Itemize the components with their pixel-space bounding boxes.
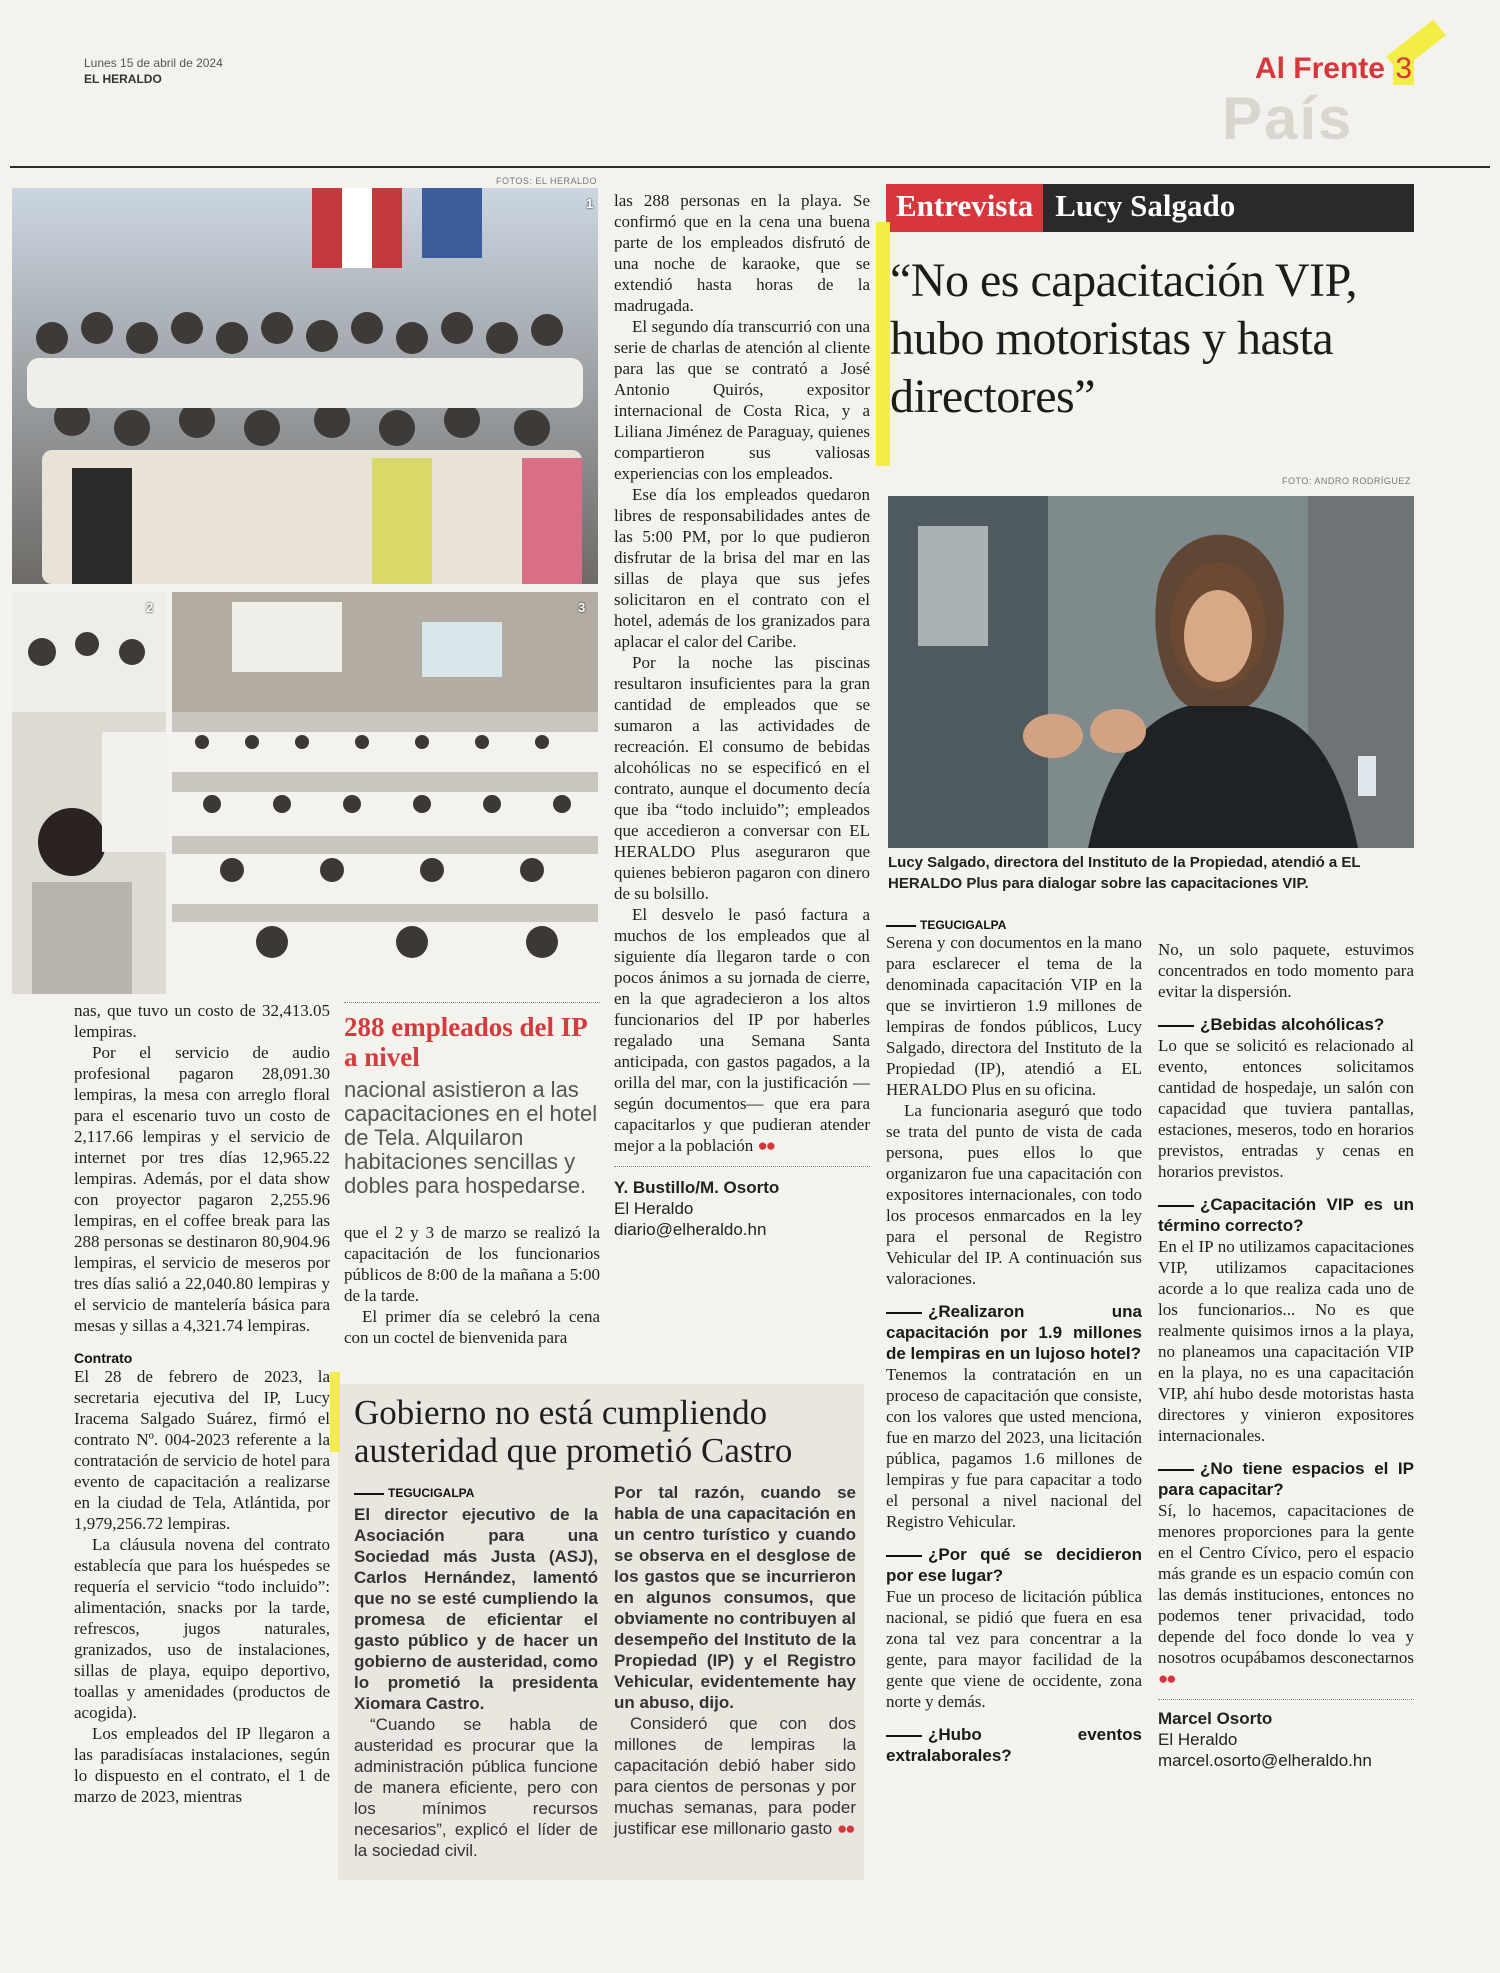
answer-3: No, un solo paquete, estuvimos concentrados en todo momento para evitar la dispersión.	[1158, 940, 1414, 1001]
interviewee-name: Lucy Salgado	[1043, 184, 1414, 232]
subhead-contrato: Contrato	[74, 1350, 133, 1366]
interview-banner	[886, 184, 1414, 232]
pullquote-title: 288 empleados del IP a nivel	[344, 1012, 587, 1072]
paragraph: Por tal razón, cuando se habla de una capacitación en un centro turístico y cuando se observa en el desglose de los gastos que se incurrieron en algunos consumos, que obviamente no contribuyen al desempeño del Instituto de la Propiedad (IP) y el Registro Vehicular, evidentemente hay un abuso, dijo.	[614, 1483, 856, 1712]
byline-name: Marcel Osorto	[1158, 1709, 1273, 1728]
photo-credit-left: FOTOS: EL HERALDO	[496, 176, 598, 186]
interview-column-1	[886, 918, 1142, 1766]
portrait-photo	[888, 496, 1414, 848]
sidebar-dateline: TEGUCIGALPA	[354, 1486, 474, 1500]
portrait-caption: Lucy Salgado, directora del Instituto de la Propiedad, atendió a EL HERALDO Plus para dialogar sobre las capacitaciones VIP.	[888, 854, 1361, 892]
paragraph: La funcionaria aseguró que todo se trata del punto de vista de cada persona, pues ellos lo que organizaron fue una capacitación con expositores internacionales, con todo los procesos enmarcados en la ley para el personal de Registro Vehicular del IP. A continuación sus valoraciones.	[886, 1101, 1142, 1288]
question-3	[886, 1724, 1142, 1766]
question-text: ¿Capacitación VIP es un término correcto?	[1158, 1195, 1414, 1235]
divider	[1158, 1699, 1414, 1700]
answer-1: Tenemos la contratación en un proceso de capacitación que consiste, con los valores que usted menciona, fue en marzo del 2023, una licitación pública, pagamos 1.6 millones de lempiras y fue para capacitar a todo el personal a nivel nacional del Registro Vehicular.	[886, 1365, 1142, 1531]
paragraph: Por el servicio de audio profesional pagaron 28,091.30 lempiras, la mesa con arreglo floral para el escenario tuvo un costo de 2,117.66 lempiras y el servicio de internet por tres días 12,965.22 lempiras. Además, por el data show con proyector pagaron 2,255.96 lempiras, en el coffee break para las 288 personas se destinaron 80,904.96 lempiras, el servicio de meseros por tres días salió a 22,040.80 lempiras y el servicio de mantelería básica para mesas y sillas a 4,321.74 lempiras.	[74, 1043, 330, 1335]
answer-5: En el IP no utilizamos capacitaciones VIP, utilizamos capacitaciones acorde a lo que realiza cada uno de los funcionarios... No es que realmente quisimos irnos a la playa, no planeamos una capacitación VIP en la playa, no es una capacitación VIP, ahí hubo desde motoristas hasta directores y vinieron expositores internacionales.	[1158, 1237, 1414, 1445]
divider	[344, 1002, 600, 1003]
interview-email[interactable]: marcel.osorto@elheraldo.hn	[1158, 1751, 1372, 1770]
paragraph	[614, 904, 870, 1156]
question-dash	[886, 1555, 922, 1557]
interview-tag: Entrevista	[886, 184, 1043, 232]
interview-column-2	[1158, 918, 1414, 1771]
question-text: ¿Por qué se decidieron por ese lugar?	[886, 1545, 1142, 1585]
question-1	[886, 1301, 1142, 1364]
paragraph: las 288 personas en la playa. Se confirmó que en la cena una buena parte de los empleados disfrutó de una noche de karaoke, que se extendió hasta horas de la madrugada.	[614, 191, 870, 315]
interview-outlet: El Heraldo	[1158, 1730, 1238, 1749]
question-dash	[886, 1735, 922, 1737]
byline-email[interactable]: diario@elheraldo.hn	[614, 1220, 767, 1239]
paragraph-text: Consideró que con dos millones de lempiras la capacitación debió haber sido para cientos de personas y por muchas semanas, para poder justificar ese millonario gasto	[614, 1714, 856, 1838]
paragraph: Por la noche las piscinas resultaron insuficientes para la gran cantidad de empleados que se sumaron a las actividades de recreación. El consumo de bebidas alcohólicas no se especificó en el contrato, aunque el documento decía que iba “todo incluido”; empleados que accedieron a conversar con EL HERALDO Plus aseguraron que quienes bebieron pagaron con dinero de su bolsillo.	[614, 653, 870, 903]
paragraph: Ese día los empleados quedaron libres de responsabilidades antes de las 5:00 PM, por lo que pudieron disfrutar de la brisa del mar en las sillas de playa que sus jefes solicitaron en el contrato con el hotel, además de los granizados para aplacar el calor del Caribe.	[614, 485, 870, 651]
paragraph: que el 2 y 3 de marzo se realizó la capacitación de los funcionarios públicos de 8:00 de la mañana a 5:00 de la tarde.	[344, 1223, 600, 1305]
section-name: Al Frente	[1254, 52, 1385, 85]
byline-name: Y. Bustillo/M. Osorto	[614, 1178, 780, 1197]
question-dash	[886, 1312, 922, 1314]
paragraph	[614, 1713, 856, 1839]
sidebar-column-2	[614, 1482, 856, 1839]
pullquote-text: nacional asistieron a las capacitaciones en el hotel de Tela. Alquilaron habitaciones sencillas y dobles para hospedarse.	[344, 1077, 598, 1198]
byline-outlet: El Heraldo	[614, 1199, 694, 1218]
question-dash	[1158, 1025, 1194, 1027]
group-photo	[12, 188, 598, 584]
paragraph: El 28 de febrero de 2023, la secretaria ejecutiva del IP, Lucy Iracema Salgado Suárez, firmó el contrato Nº. 004-2023 referente a la contratación de servicio de hotel para evento de capacitación a realizarse en la ciudad de Tela, Atlántida, por 1,979,256.72 lempiras.	[74, 1367, 330, 1533]
issue-date: Lunes 15 de abril de 2024	[84, 56, 223, 70]
question-2	[886, 1544, 1142, 1586]
header-rule	[10, 166, 1490, 168]
question-dash	[1158, 1205, 1194, 1207]
interview-headline: “No es capacitación VIP, hubo motoristas y hasta directores”	[890, 254, 1357, 423]
article-column-1	[74, 1000, 330, 1807]
question-text: ¿No tiene espacios el IP para capacitar?	[1158, 1459, 1414, 1499]
photo-number-2: 2	[146, 600, 154, 615]
end-mark: ●●	[1158, 1669, 1175, 1688]
question-4	[1158, 1014, 1414, 1035]
article-column-2	[344, 1222, 600, 1348]
photo-number-1: 1	[586, 196, 594, 211]
question-6	[1158, 1458, 1414, 1500]
question-dash	[1158, 1469, 1194, 1471]
paragraph: El director ejecutivo de la Asociación para una Sociedad más Justa (ASJ), Carlos Hernández, lamentó que no se esté cumpliendo la promesa de eficientar el gasto público y de hacer un gobierno de austeridad, como lo prometió la presidenta Xiomara Castro.	[354, 1505, 598, 1713]
conference-room-photo	[172, 592, 598, 994]
faded-section-word: País	[1222, 85, 1354, 152]
byline	[614, 1177, 870, 1198]
sidebar-column-1	[354, 1504, 598, 1861]
highlighter-mark	[330, 1372, 340, 1452]
paragraph: “Cuando se habla de austeridad es procurar que la administración pública funcione de manera eficiente, pero con los mínimos recursos necesarios”, explicó el líder de la sociedad civil.	[354, 1715, 598, 1860]
paragraph: La cláusula novena del contrato establecía que para los huéspedes se requería el servicio “todo incluido”: alimentación, snacks por la tarde, refrescos, jugos naturales, granizados, uso de instalaciones, sillas de playa, equipo deportivo, toallas y amenidades (productos de acogida).	[74, 1535, 330, 1722]
end-mark: ●●	[837, 1819, 854, 1838]
question-text: ¿Bebidas alcohólicas?	[1200, 1015, 1385, 1034]
question-text: ¿Hubo eventos extralaborales?	[886, 1725, 1142, 1765]
interview-byline	[1158, 1708, 1414, 1729]
newspaper-name: EL HERALDO	[84, 72, 162, 86]
section-label	[1255, 52, 1414, 86]
article-column-3	[614, 190, 870, 1240]
sidebar-title: Gobierno no está cumpliendo austeridad que prometió Castro	[354, 1393, 793, 1470]
answer-text: Sí, lo hacemos, capacitaciones de menores proporciones para la gente en el Centro Cívico, pero el espacio más grande es un espacio común con las demás instituciones, entonces no podemos tener privacidad, todo depende del foco donde lo vea y nosotros ocupábamos desconectarnos	[1158, 1501, 1414, 1667]
question-5	[1158, 1194, 1414, 1236]
paragraph: Los empleados del IP llegaron a las paradisíacas instalaciones, según lo dispuesto en el contrato, el 1 de marzo de 2023, mientras	[74, 1724, 330, 1806]
attendee-photo	[12, 592, 166, 994]
paragraph: El primer día se celebró la cena con un coctel de bienvenida para	[344, 1307, 600, 1347]
paragraph-text: El desvelo le pasó factura a muchos de los empleados que al siguiente día llegaron tarde o con pocos ánimos a su jornada de cierre, en la que agradecieron a los altos funcionarios del IP por haberles regalado una Semana Santa anticipada, con gastos pagados, a la orilla del mar, con la justificación —según documentos— que era para capacitarlos y que pudieran atender mejor a la población	[614, 905, 870, 1155]
question-text: ¿Realizaron una capacitación por 1.9 millones de lempiras en un lujoso hotel?	[886, 1302, 1142, 1363]
paragraph: nas, que tuvo un costo de 32,413.05 lempiras.	[74, 1001, 330, 1041]
divider	[614, 1166, 870, 1167]
photo-number-3: 3	[578, 600, 586, 615]
paragraph: El segundo día transcurrió con una serie de charlas de atención al cliente para las que se contrató a José Antonio Quirós, expositor internacional de Costa Rica, y a Liliana Jiménez de Paraguay, quienes compartieron sus valiosas experiencias con los empleados.	[614, 317, 870, 483]
answer-2: Fue un proceso de licitación pública nacional, se pidió que fuera en esa zona tal vez para concentrar a la gente, para mayor facilidad de la gente que viene de occidente, zona norte y demás.	[886, 1587, 1142, 1711]
photo-credit-right: FOTO: ANDRO RODRÍGUEZ	[1282, 476, 1411, 486]
answer-4: Lo que se solicitó es relacionado al evento, entonces solicitamos cantidad de hospedaje, un salón con capacidad que tuviera pantallas, estaciones, meseros, todo en horarios previstos, entradas y cenas en horarios previstos.	[1158, 1036, 1414, 1181]
page-number: 3	[1395, 52, 1412, 85]
answer-6	[1158, 1500, 1414, 1689]
interview-dateline: TEGUCIGALPA	[886, 918, 1142, 932]
end-mark: ●●	[757, 1136, 775, 1155]
highlighter-mark	[876, 222, 890, 466]
paragraph: Serena y con documentos en la mano para esclarecer el tema de la denominada capacitación VIP en la que se invirtieron 1.9 millones de lempiras de fondos públicos, Lucy Salgado, directora del Instituto de la Propiedad (IP), atendió a EL HERALDO Plus en su oficina.	[886, 933, 1142, 1099]
